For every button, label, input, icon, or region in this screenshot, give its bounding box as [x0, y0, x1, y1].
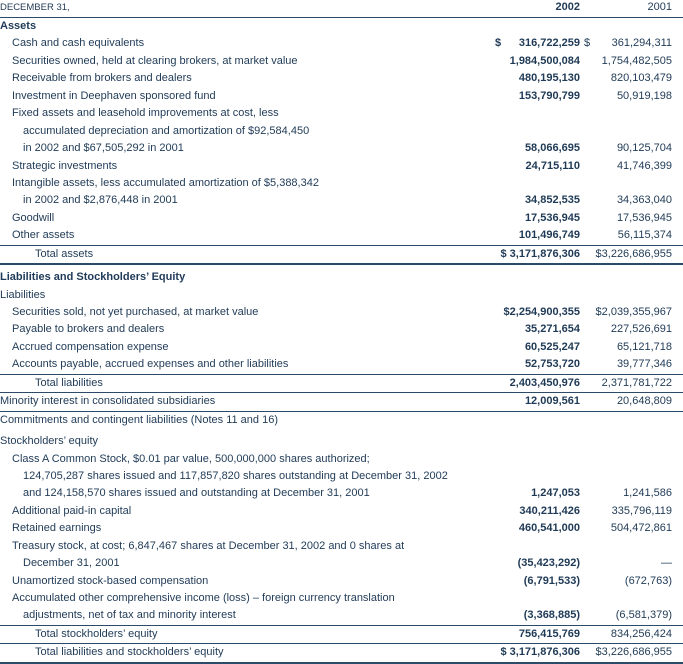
section-heading-row: [0, 18, 683, 35]
total-row: [0, 392, 683, 410]
value-2001: 65,121,718: [616, 340, 672, 353]
row-label: in 2002 and $2,876,448 in 2001: [23, 194, 178, 207]
row-label: Investment in Deephaven sponsored fund: [12, 89, 216, 102]
line-item-row: [0, 53, 683, 70]
column-header-2002: 2002: [555, 1, 580, 13]
row-label: Total liabilities and stockholders’ equity: [35, 646, 224, 659]
line-item-row: [0, 538, 683, 555]
row-label: Accounts payable, accrued expenses and other liabilities: [12, 358, 289, 371]
line-item-row: [0, 304, 683, 321]
header-label: DECEMBER 31,: [0, 2, 70, 13]
total-row: [0, 411, 683, 429]
row-label: Receivable from brokers and dealers: [12, 72, 192, 85]
line-item-row: [0, 339, 683, 356]
row-label: and 124,158,570 shares issued and outstanding at December 31, 2001: [23, 487, 370, 500]
value-2002: $ 3,171,876,306: [500, 247, 580, 260]
total-row: [0, 625, 683, 643]
value-2001: 504,472,861: [610, 522, 672, 535]
value-2001: 227,526,691: [610, 323, 672, 336]
value-2001: 90,125,704: [616, 142, 672, 155]
row-label: Intangible assets, less accumulated amortization of $5,388,342: [12, 176, 319, 189]
total-row: [0, 374, 683, 392]
row-label: Treasury stock, at cost; 6,847,467 shares at December 31, 2002 and 0 shares at: [12, 539, 405, 552]
row-label: Commitments and contingent liabilities (Notes 11 and 16): [0, 413, 278, 426]
row-label: Strategic investments: [12, 159, 118, 172]
value-2002: 12,009,561: [524, 395, 580, 408]
line-item-row: [0, 356, 683, 373]
row-label: Total liabilities: [35, 376, 103, 389]
value-2001: 34,363,040: [616, 194, 672, 207]
row-label: Securities owned, held at clearing brokers, at market value: [12, 54, 298, 67]
value-2001: 20,648,809: [616, 395, 672, 408]
value-2001: 17,536,945: [616, 211, 672, 224]
value-2002: 60,525,247: [524, 340, 580, 353]
row-label: Payable to brokers and dealers: [12, 323, 165, 336]
line-item-row: [0, 607, 683, 624]
value-2002: 35,271,654: [524, 323, 580, 336]
row-label: Liabilities and Stockholders’ Equity: [0, 271, 186, 284]
row-label: Other assets: [12, 229, 75, 242]
value-2002: 153,790,799: [518, 89, 580, 102]
value-2002: 24,715,110: [525, 159, 580, 172]
value-2001: $3,226,686,955: [595, 247, 672, 260]
line-item-row: [0, 210, 683, 227]
value-2001: (672,763): [624, 574, 672, 587]
value-2001: 50,919,198: [616, 89, 672, 102]
row-label: Retained earnings: [12, 522, 102, 535]
row-label: Cash and cash equivalents: [12, 37, 145, 50]
row-label: 124,705,287 shares issued and 117,857,820 shares outstanding at December 31, 2002: [23, 469, 448, 482]
row-label: Securities sold, not yet purchased, at market value: [12, 306, 259, 318]
value-2002: 34,852,535: [524, 194, 580, 207]
statement-rows: [0, 18, 683, 664]
row-label: Class A Common Stock, $0.01 par value, 500,000,000 shares authorized;: [12, 452, 370, 465]
line-item-row: [0, 433, 683, 450]
row-label: Liabilities: [0, 288, 46, 301]
value-2002: $2,254,900,355: [503, 306, 580, 318]
value-2001: 834,256,424: [610, 627, 672, 640]
value-2002: 1,247,053: [531, 487, 580, 500]
value-2001: 1,241,586: [623, 487, 672, 500]
value-2002: (3,368,885): [523, 609, 580, 622]
line-item-row: [0, 485, 683, 502]
value-2001: 2,371,781,722: [601, 376, 672, 389]
value-2001: $2,039,355,967: [595, 306, 672, 318]
row-label: Additional paid-in capital: [12, 504, 132, 517]
line-item-row: [0, 227, 683, 244]
value-2002: 52,753,720: [524, 358, 580, 371]
value-2001: 335,796,119: [611, 504, 672, 517]
value-2001: 56,115,374: [617, 229, 672, 242]
value-2001: $3,226,686,955: [595, 646, 672, 659]
row-label: Accumulated other comprehensive income (loss) – foreign currency translation: [12, 592, 395, 604]
value-2001: 39,777,346: [616, 358, 672, 371]
row-label: Accrued compensation expense: [12, 340, 169, 353]
value-2002: 756,415,769: [518, 627, 580, 640]
line-item-row: [0, 468, 683, 485]
line-item-row: [0, 123, 683, 140]
line-item-row: [0, 573, 683, 590]
line-item-row: [0, 520, 683, 537]
row-label: Minority interest in consolidated subsidiaries: [0, 395, 216, 408]
value-2001: —: [661, 557, 672, 570]
value-2002: 316,722,259: [518, 37, 580, 50]
row-label: adjustments, net of tax and minority interest: [23, 609, 236, 622]
value-2002: 2,403,450,976: [509, 376, 580, 389]
line-item-row: [0, 555, 683, 572]
value-2002: 17,536,945: [524, 211, 580, 224]
dollar-sign-2002: $: [495, 37, 502, 50]
value-2001: 1,754,482,505: [601, 54, 672, 67]
value-2001: 41,746,399: [616, 159, 672, 172]
line-item-row: [0, 590, 683, 607]
row-label: Stockholders’ equity: [0, 435, 99, 448]
value-2002: 1,984,500,084: [509, 54, 580, 67]
row-label: Total assets: [35, 247, 94, 260]
value-2002: 460,541,000: [518, 522, 580, 535]
row-label: Goodwill: [12, 211, 55, 224]
value-2002: $ 3,171,876,306: [500, 646, 580, 659]
line-item-row: [0, 35, 683, 52]
line-item-row: [0, 105, 683, 122]
section-heading-row: [0, 269, 683, 286]
line-item-row: [0, 158, 683, 175]
row-label: Assets: [0, 20, 37, 32]
value-2002: 480,195,130: [518, 72, 580, 85]
value-2002: 340,211,426: [519, 504, 580, 517]
column-header-2001: 2001: [647, 1, 672, 13]
row-label: Fixed assets and leasehold improvements at cost, less: [12, 107, 279, 120]
line-item-row: [0, 503, 683, 520]
value-2001: 361,294,311: [611, 37, 672, 50]
line-item-row: [0, 451, 683, 468]
row-label: in 2002 and $67,505,292 in 2001: [23, 142, 184, 155]
row-label: Total stockholders’ equity: [35, 627, 158, 640]
value-2001: (6,581,379): [615, 609, 672, 622]
value-2002: (6,791,533): [523, 574, 580, 587]
line-item-row: [0, 88, 683, 105]
line-item-row: [0, 321, 683, 338]
value-2002: 58,066,695: [524, 142, 580, 155]
value-2001: 820,103,479: [610, 72, 672, 85]
line-item-row: [0, 192, 683, 209]
line-item-row: [0, 70, 683, 87]
row-label: December 31, 2001: [23, 557, 120, 570]
value-2002: 101,496,749: [518, 229, 580, 242]
grandtotal-row: [0, 245, 683, 265]
line-item-row: [0, 175, 683, 192]
dollar-sign-2001: $: [584, 37, 591, 50]
value-2002: (35,423,292): [517, 557, 580, 570]
row-label: accumulated depreciation and amortization of $92,584,450: [23, 124, 310, 137]
line-item-row: [0, 140, 683, 157]
line-item-row: [0, 287, 683, 304]
header-row: [0, 0, 683, 18]
row-label: Unamortized stock-based compensation: [12, 574, 209, 587]
